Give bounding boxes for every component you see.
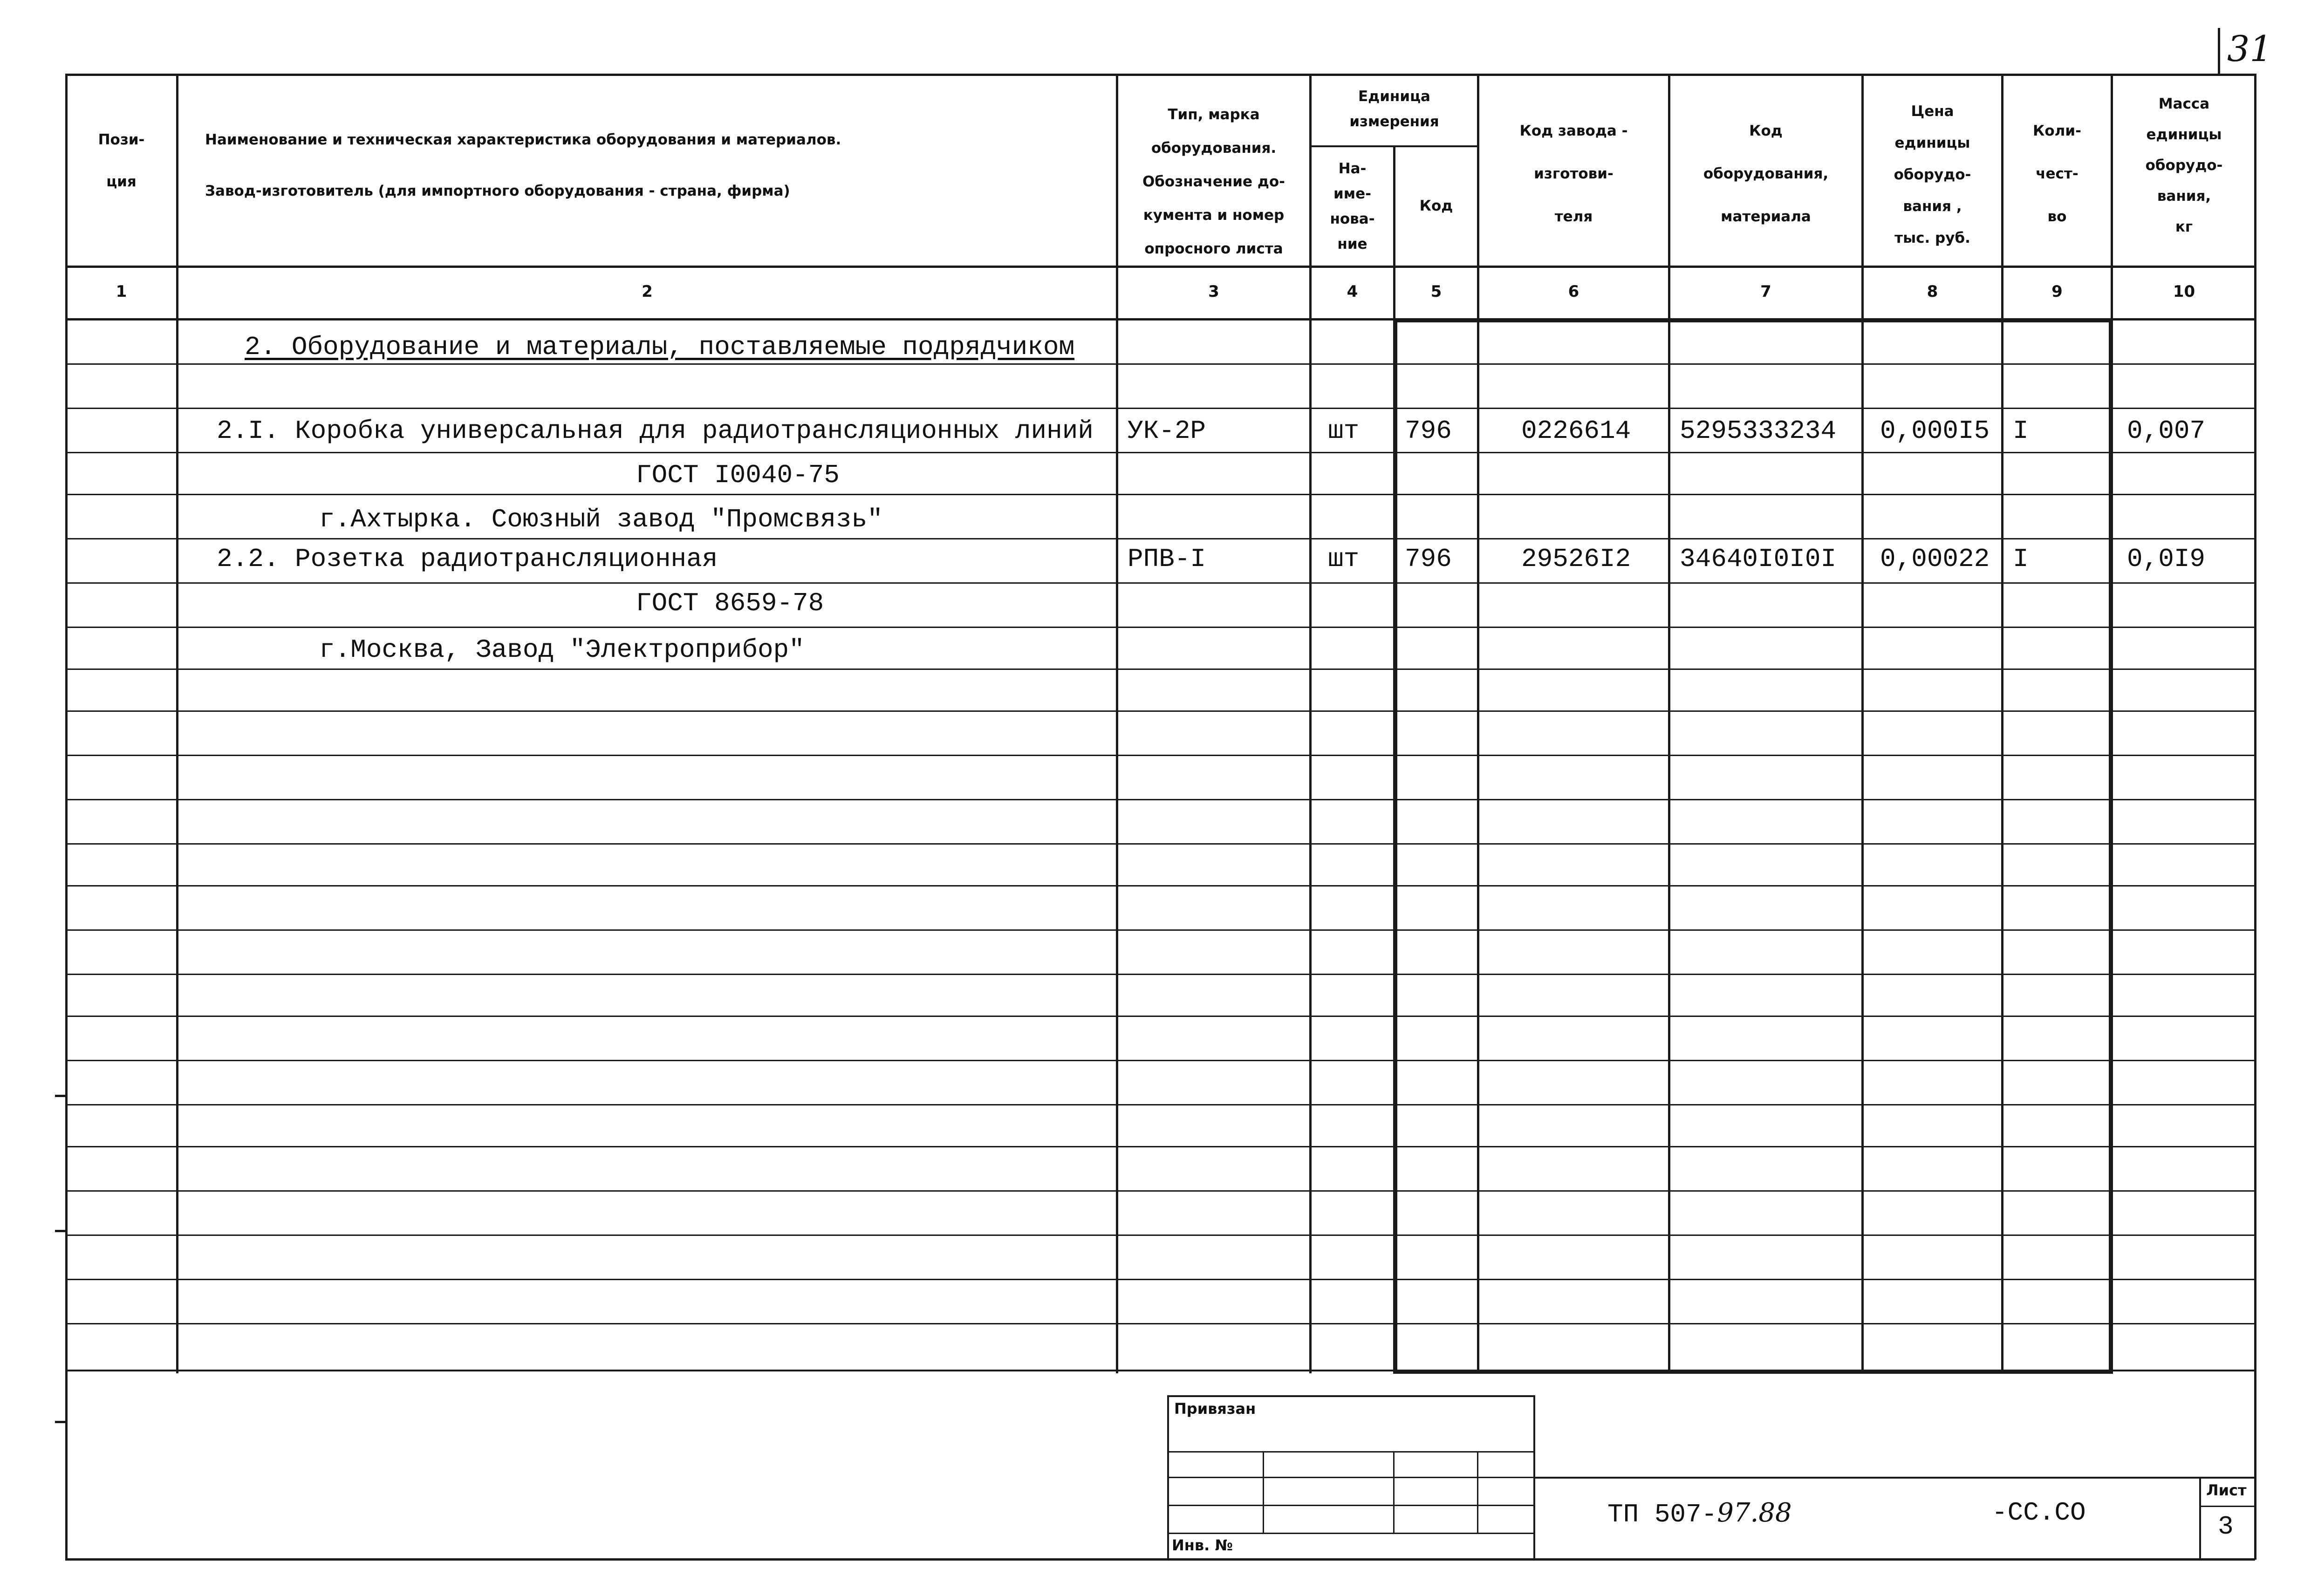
tb-box-top <box>1167 1395 1535 1397</box>
row-line <box>65 452 2255 453</box>
margin-mark <box>55 1095 66 1097</box>
header-unit-name: На- име- нова- ние <box>1330 160 1375 252</box>
tb-col <box>1263 1451 1264 1533</box>
row-line <box>65 1104 2255 1105</box>
tb-sheet-divider <box>2199 1506 2255 1507</box>
margin-mark <box>55 1421 66 1423</box>
tb-col <box>1477 1451 1478 1533</box>
item-standard: ГОСТ I0040-75 <box>636 460 840 490</box>
column-number: 4 <box>1347 282 1358 301</box>
table-bottom-line <box>65 1370 2255 1371</box>
row-line <box>65 1016 2255 1017</box>
item-unit: шт <box>1328 544 1360 574</box>
item-quantity: I <box>2013 544 2029 574</box>
column-number: 5 <box>1430 282 1442 301</box>
attached-label: Привязан <box>1174 1400 1256 1418</box>
row-line <box>65 1323 2255 1324</box>
doc-code-handwritten: 97.88 <box>1717 1498 1792 1528</box>
row-line <box>65 929 2255 931</box>
margin-mark <box>55 1230 66 1232</box>
column-number: 9 <box>2051 282 2063 301</box>
sheet-label: Лист <box>2206 1481 2247 1499</box>
corner-number-divider <box>2218 28 2220 75</box>
column-number: 10 <box>2173 282 2195 301</box>
row-line <box>65 885 2255 887</box>
sheet-number: 3 <box>2218 1512 2234 1541</box>
row-line <box>65 755 2255 756</box>
row-line <box>65 363 2255 365</box>
row-line <box>65 1190 2255 1192</box>
tb-row <box>1167 1451 1535 1453</box>
row-line <box>65 408 2255 409</box>
item-manufacturer: г.Москва, Завод "Электроприбор" <box>319 635 805 665</box>
item-unit-code: 796 <box>1405 544 1452 574</box>
header-name: Наименование и техническая характеристика оборудования и материалов. Завод-изготовитель (для импортного оборудования - страна, фирма) <box>205 131 841 199</box>
item-quantity: I <box>2013 416 2029 446</box>
item-equipment-code: 5295333234 <box>1680 416 1837 446</box>
row-line <box>65 710 2255 712</box>
header-position: Пози- ция <box>98 131 145 190</box>
column-number: 8 <box>1927 282 1938 301</box>
row-line <box>65 668 2255 670</box>
tb-col <box>1393 1451 1395 1533</box>
item-factory-code: 29526I2 <box>1521 544 1631 574</box>
row-line <box>65 582 2255 584</box>
row-line <box>65 538 2255 539</box>
thick-block-right <box>2109 318 2113 1373</box>
item-manufacturer: г.Ахтырка. Союзный завод "Промсвязь" <box>319 505 883 534</box>
item-unit-code: 796 <box>1405 416 1452 446</box>
row-line <box>65 1279 2255 1280</box>
tb-row <box>1167 1533 1535 1534</box>
row-line <box>65 974 2255 975</box>
column-number: 1 <box>116 282 127 301</box>
row-line <box>65 1060 2255 1061</box>
item-equipment-code: 34640I0I0I <box>1680 544 1837 574</box>
header-unit-code: Код <box>1419 198 1453 214</box>
tb-row <box>1167 1477 1535 1478</box>
doc-suffix: -СС.СО <box>1992 1498 2086 1528</box>
tb-doc-line <box>1533 1477 2256 1479</box>
item-price: 0,00022 <box>1880 544 1990 574</box>
doc-code-prefix: ТП 507- <box>1607 1500 1717 1529</box>
frame-top <box>65 74 2255 76</box>
row-line <box>65 494 2255 495</box>
row-line <box>65 627 2255 628</box>
item-type: РПВ-I <box>1128 544 1206 574</box>
item-price: 0,000I5 <box>1880 416 1990 446</box>
tb-sheet-left <box>2199 1477 2201 1561</box>
item-standard: ГОСТ 8659-78 <box>636 588 824 618</box>
header-equipment-code: Код оборудования, материала <box>1703 123 1829 225</box>
item-type: УК-2Р <box>1128 416 1206 446</box>
column-number: 7 <box>1760 282 1771 301</box>
inventory-label: Инв. № <box>1172 1536 1233 1554</box>
thick-block-left <box>1393 318 1397 1373</box>
column-number: 6 <box>1568 282 1579 301</box>
row-line <box>65 1235 2255 1236</box>
column-number: 3 <box>1208 282 1219 301</box>
header-price: Цена единицы оборудо- вания , тыс. руб. <box>1894 103 1971 246</box>
item-unit: шт <box>1328 416 1360 446</box>
page-corner-number: 31 <box>2227 28 2272 69</box>
doc-code <box>1607 1498 1792 1529</box>
header-unit-group: Единица измерения <box>1349 88 1439 130</box>
row-line <box>65 799 2255 800</box>
thick-block-top <box>1393 318 2113 322</box>
item-name: 2.I. Коробка универсальная для радиотрансляционных линий <box>217 416 1094 446</box>
item-factory-code: 0226614 <box>1521 416 1631 446</box>
header-factory-code: Код завода - изготови- теля <box>1519 123 1628 225</box>
header-quantity: Коли- чест- во <box>2033 123 2081 225</box>
header-type: Тип, марка оборудования. Обозначение до- кумента и номер опросного листа <box>1142 106 1285 257</box>
row-line <box>65 843 2255 845</box>
item-mass: 0,007 <box>2127 416 2206 446</box>
header-mass: Масса единицы оборудо- вания, кг <box>2145 95 2223 235</box>
item-mass: 0,0I9 <box>2127 544 2206 574</box>
row-line <box>65 1146 2255 1147</box>
item-name: 2.2. Розетка радиотрансляционная <box>217 544 718 574</box>
tb-row <box>1167 1505 1535 1506</box>
section-title: 2. Оборудование и материалы, поставляемые подрядчиком <box>245 332 1075 362</box>
frame-bottom <box>65 1558 2255 1561</box>
column-number: 2 <box>642 282 653 301</box>
